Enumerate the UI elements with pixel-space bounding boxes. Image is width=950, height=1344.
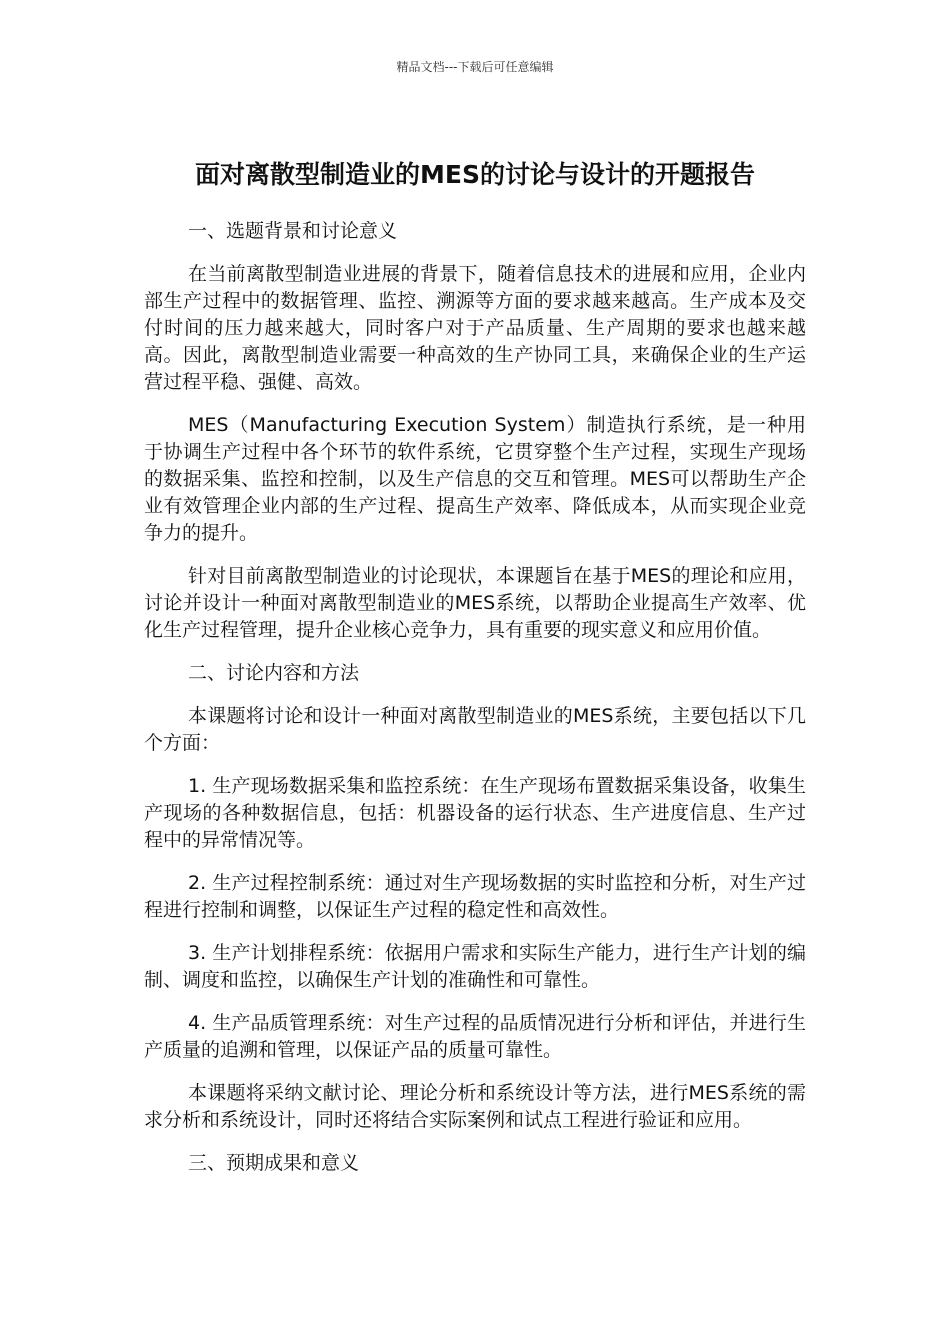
paragraph: 本课题将讨论和设计一种面对离散型制造业的MES系统，主要包括以下几个方面： (144, 705, 806, 754)
list-item: 3. 生产计划排程系统：依据用户需求和实际生产能力，进行生产计划的编制、调度和监控，以确保生产计划的准确性和可靠性。 (144, 942, 806, 991)
section-heading-content-methods: 二、讨论内容和方法 (188, 662, 360, 684)
section-heading-expected-results: 三、预期成果和意义 (188, 1152, 360, 1174)
section-heading-background: 一、选题背景和讨论意义 (188, 220, 398, 242)
document-title: 面对离散型制造业的MES的讨论与设计的开题报告 (195, 159, 755, 189)
paragraph: 针对目前离散型制造业的讨论现状，本课题旨在基于MES的理论和应用，讨论并设计一种面对离散型制造业的MES系统，以帮助企业提高生产效率、优化生产过程管理，提升企业核心竞争力，具有重要的现实意义和应用价值。 (144, 565, 806, 641)
paragraph: 在当前离散型制造业进展的背景下，随着信息技术的进展和应用，企业内部生产过程中的数据管理、监控、溯源等方面的要求越来越高。生产成本及交付时间的压力越来越大，同时客户对于产品质量、生产周期的要求也越来越高。因此，离散型制造业需要一种高效的生产协同工具，来确保企业的生产运营过程平稳、强健、高效。 (144, 263, 806, 393)
header-note: 精品文档---下载后可任意编辑 (396, 60, 554, 74)
list-item: 4. 生产品质管理系统：对生产过程的品质情况进行分析和评估，并进行生产质量的追溯和管理，以保证产品的质量可靠性。 (144, 1012, 806, 1061)
paragraph: MES（Manufacturing Execution System）制造执行系统，是一种用于协调生产过程中各个环节的软件系统，它贯穿整个生产过程，实现生产现场的数据采集、监控和控制，以及生产信息的交互和管理。MES可以帮助生产企业有效管理企业内部的生产过程、提高生产效率、降低成本，从而实现企业竞争力的提升。 (144, 414, 806, 544)
paragraph: 本课题将采纳文献讨论、理论分析和系统设计等方法，进行MES系统的需求分析和系统设计，同时还将结合实际案例和试点工程进行验证和应用。 (144, 1082, 806, 1131)
document-body (144, 218, 806, 1193)
list-item: 2. 生产过程控制系统：通过对生产现场数据的实时监控和分析，对生产过程进行控制和调整，以保证生产过程的稳定性和高效性。 (144, 872, 806, 921)
list-item: 1. 生产现场数据采集和监控系统：在生产现场布置数据采集设备，收集生产现场的各种数据信息，包括：机器设备的运行状态、生产进度信息、生产过程中的异常情况等。 (144, 775, 806, 851)
